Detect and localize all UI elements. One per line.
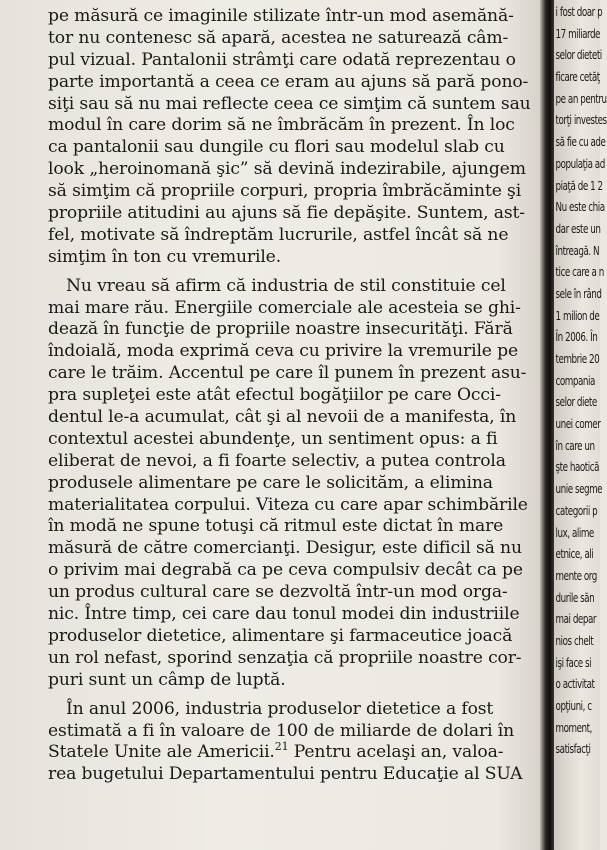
text-line: estimată a fi în valoare de 100 de miliarde de dolari în xyxy=(48,720,515,741)
facing-text-line: i fost doar p xyxy=(555,4,603,19)
right-book-page-fragment xyxy=(554,0,607,850)
facing-text-line: unei comer xyxy=(555,416,601,432)
text-line: puri sunt un câmp de luptă. xyxy=(48,669,286,690)
book-gutter-shadow xyxy=(540,0,554,850)
facing-text-line: etnice, ali xyxy=(555,546,594,562)
text-line: ca pantalonii sau dungile cu flori sau modelul slab cu xyxy=(48,137,505,158)
facing-text-line: 17 miliarde xyxy=(555,25,600,41)
facing-text-line: tice care a n xyxy=(555,264,604,280)
facing-text-line: mai depar xyxy=(555,611,597,627)
text-line: dentul le-a acumulat, cât şi al nevoii de a manifesta, în xyxy=(48,407,517,428)
paragraph-gap xyxy=(48,692,538,699)
text-line: tor nu contenesc să apară, acestea ne saturează câm- xyxy=(48,27,509,48)
text-line: propriile atitudini au ajuns să fie depăşite. Suntem, ast- xyxy=(48,203,525,224)
facing-text-line: o activitat xyxy=(555,676,595,692)
text-line: un rol nefast, sporind senzaţia că propriile noastre cor- xyxy=(48,647,522,668)
facing-text-line: dar este un xyxy=(555,220,601,236)
text-line: care le trăim. Accentul pe care îl punem în prezent asu- xyxy=(48,363,527,384)
text-line: dează în funcţie de propriile noastre insecurităţi. Fără xyxy=(48,319,513,340)
text-line: În anul 2006, industria produselor dietetice a fost xyxy=(66,698,494,719)
facing-text-line: işi face si xyxy=(555,654,592,670)
facing-text-line: mente org xyxy=(555,567,597,583)
body-text xyxy=(48,6,538,786)
facing-text-line: compania xyxy=(555,372,595,388)
text-line: să simţim că propriile corpuri, propria îmbrăcăminte şi xyxy=(48,181,522,202)
facing-text-line: nios chelt xyxy=(555,632,594,648)
facing-text-line: pe an pentru xyxy=(555,90,607,106)
text-line: o privim mai degrabă ca pe ceva compulsiv decât ca pe xyxy=(48,560,523,581)
facing-text-line: În 2006. În xyxy=(555,329,598,345)
text-line: măsură de către comercianţi. Desigur, este dificil să nu xyxy=(48,538,522,559)
text-line: produsele alimentare pe care le solicităm, a elimina xyxy=(48,472,493,493)
text-line: Nu vreau să afirm că industria de stil constituie cel xyxy=(66,275,506,296)
facing-text-line: categorii p xyxy=(555,502,598,518)
text-line: nic. Între timp, cei care dau tonul modei din industriile xyxy=(48,604,520,625)
footnote-marker: 21 xyxy=(274,740,289,754)
text-line xyxy=(48,742,538,764)
facing-text-line: ficare cetăţ xyxy=(555,69,600,85)
facing-text-line: moment, xyxy=(555,719,592,735)
text-line: simţim în ton cu vremurile. xyxy=(48,246,282,267)
facing-text-line: lux, alime xyxy=(555,524,594,540)
facing-text-line: selor dieteti xyxy=(555,47,602,63)
text-line: pul vizual. Pantalonii strâmţi care odată reprezentau o xyxy=(48,49,516,70)
text-line: mai mare rău. Energiile comerciale ale acesteia se ghi- xyxy=(48,297,521,318)
text-line: produselor dietetice, alimentare şi farmaceutice joacă xyxy=(48,625,513,646)
facing-text-line: Nu este chia xyxy=(555,199,605,215)
facing-text-line: 1 milion de xyxy=(555,307,600,323)
text-segment: Pentru acelaşi an, valoa- xyxy=(288,742,504,763)
text-line: fel, motivate să îndreptăm lucrurile, astfel încât să ne xyxy=(48,224,509,245)
text-segment: Statele Unite ale Americii. xyxy=(48,742,275,763)
text-line: îndoială, moda exprimă ceva cu privire la vremurile pe xyxy=(48,341,519,362)
facing-text-line: piaţă de 1 2 xyxy=(555,177,603,193)
facing-text-line: populaţia ad xyxy=(555,155,605,171)
facing-text-line: în care un xyxy=(555,437,595,453)
text-line: parte importantă a ceea ce eram au ajuns să pară pono- xyxy=(48,71,529,92)
text-line: rea bugetului Departamentului pentru Educaţie al SUA xyxy=(48,764,523,785)
text-line: siţi sau să nu mai reflecte ceea ce simţim că suntem sau xyxy=(48,93,531,114)
text-line: pe măsură ce imaginile stilizate într-un mod asemănă- xyxy=(48,6,514,26)
text-line: în modă ne spune totuşi că ritmul este dictat în mare xyxy=(48,516,504,537)
text-line: contextul acestei abundenţe, un sentiment opus: a fi xyxy=(48,428,498,449)
facing-text-line: opţiuni, c xyxy=(555,698,592,713)
paragraph-gap xyxy=(48,269,538,276)
facing-text-line: satisfacţi xyxy=(555,741,591,757)
facing-text-line: tembrie 20 xyxy=(555,351,600,366)
text-line: materialitatea corpului. Viteza cu care apar schimbările xyxy=(48,494,528,515)
facing-text-line: torţi investes xyxy=(555,112,607,128)
text-line: pra supleţei este atât efectul bogăţiilor pe care Occi- xyxy=(48,385,501,406)
text-line: look „heroinomană şic” să devină indezirabile, ajungem xyxy=(48,159,526,180)
facing-text-line: selor diete xyxy=(555,394,597,410)
text-line: un produs cultural care se dezvoltă într-un mod orga- xyxy=(48,582,508,603)
facing-text-line: unie segme xyxy=(555,481,603,497)
facing-page-text xyxy=(554,0,607,760)
facing-text-line: şte haotică xyxy=(555,459,599,475)
facing-text-line: să fie cu ade xyxy=(555,134,606,150)
facing-text-line: durile săn xyxy=(555,589,595,605)
text-line: eliberat de nevoi, a fi foarte selectiv, a putea controla xyxy=(48,450,506,471)
facing-text-line: sele în rând xyxy=(555,285,602,301)
facing-text-line: întreagă. N xyxy=(555,242,600,258)
text-line: modul în care dorim să ne îmbrăcăm în prezent. În loc xyxy=(48,115,515,136)
